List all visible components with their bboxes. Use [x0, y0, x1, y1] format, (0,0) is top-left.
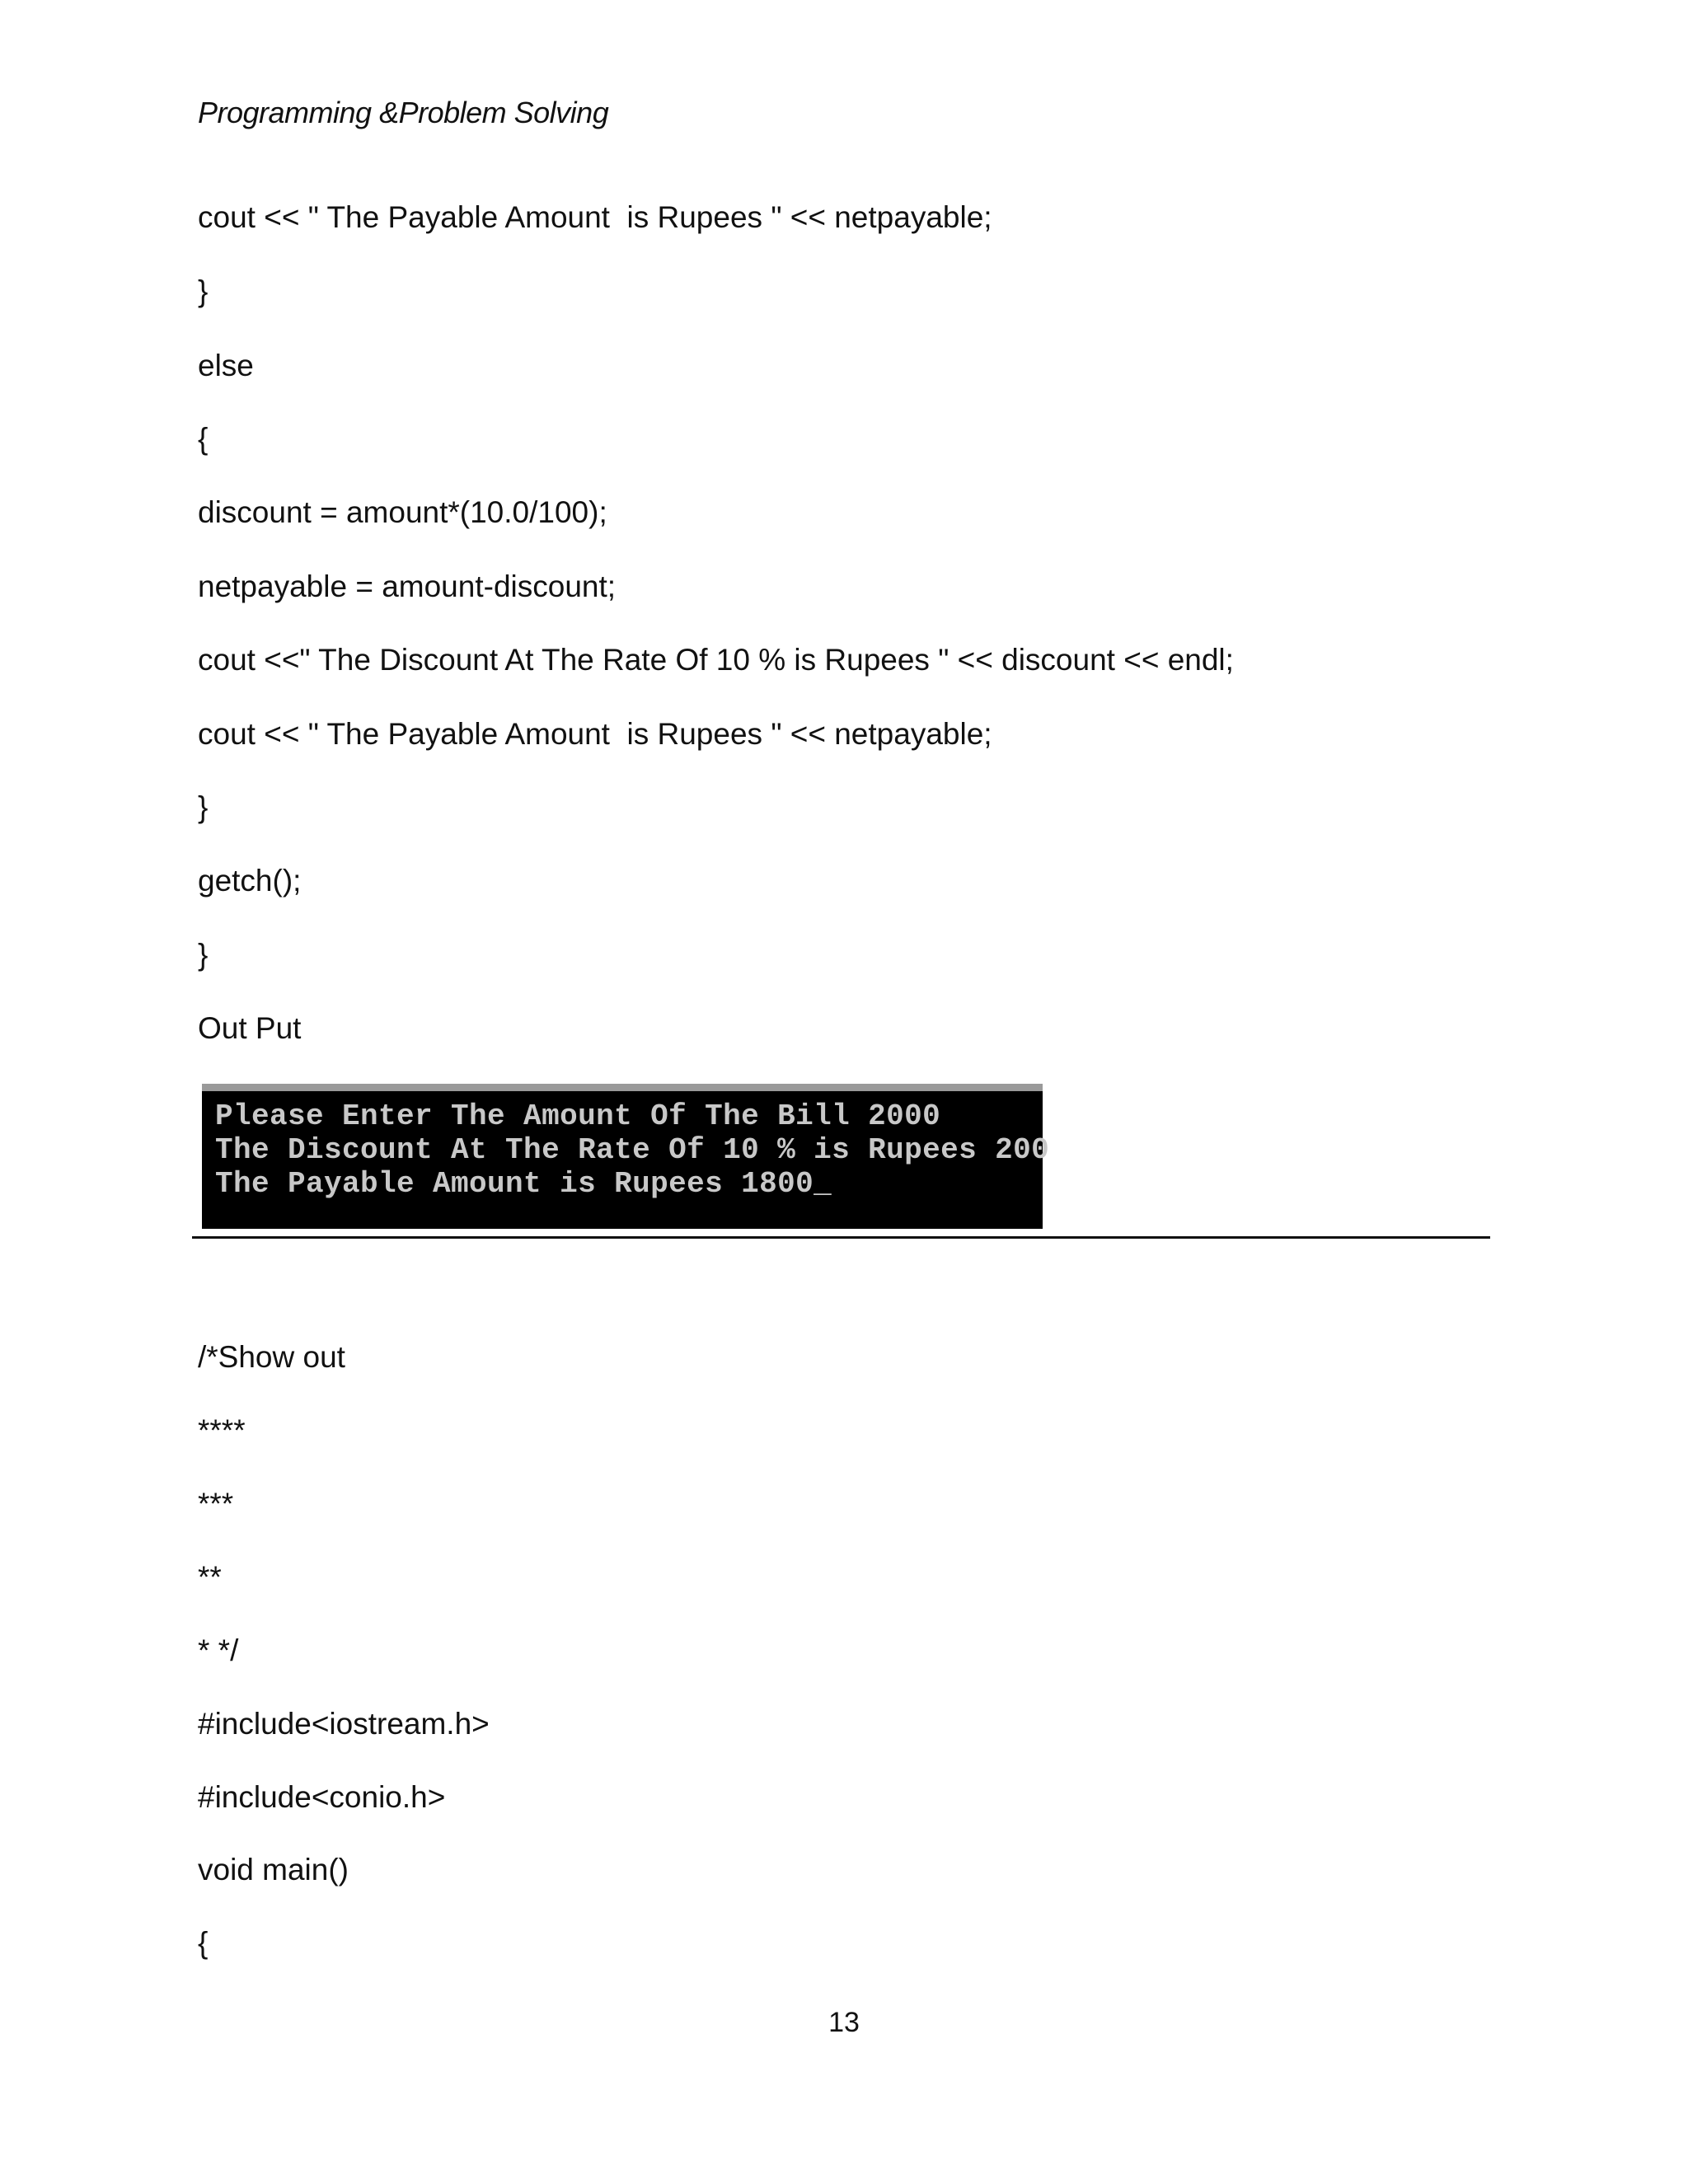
code-line: { [198, 1926, 209, 1960]
code-line: cout << " The Payable Amount is Rupees " << netpayable; [198, 200, 992, 234]
code-line: else [198, 349, 254, 382]
code-line: { [198, 422, 209, 456]
code-line: netpayable = amount-discount; [198, 569, 617, 603]
code-line: **** [198, 1413, 246, 1447]
code-line: cout <<" The Discount At The Rate Of 10 % is Rupees " << discount << endl; [198, 643, 1234, 677]
console-output-screenshot [202, 1084, 1050, 1229]
code-line: ** [198, 1560, 222, 1594]
code-line: *** [198, 1487, 234, 1521]
code-line: cout << " The Payable Amount is Rupees " << netpayable; [198, 717, 992, 751]
console-line: Please Enter The Amount Of The Bill 2000 [215, 1099, 941, 1133]
horizontal-rule [192, 1236, 1490, 1239]
code-line: } [198, 790, 209, 824]
page-number: 13 [828, 2007, 860, 2038]
code-line: #include<conio.h> [198, 1780, 446, 1814]
code-line: /*Show out [198, 1340, 345, 1374]
code-line: * */ [198, 1633, 239, 1667]
running-header-title: Programming &Problem Solving [198, 96, 609, 129]
code-line: #include<iostream.h> [198, 1707, 490, 1741]
code-line: getch(); [198, 864, 302, 898]
code-line: } [198, 274, 209, 308]
console-line: The Payable Amount is Rupees 1800_ [215, 1167, 832, 1201]
console-line: The Discount At The Rate Of 10 % is Rupees 200 [215, 1133, 1050, 1167]
code-line: } [198, 938, 209, 972]
code-line: discount = amount*(10.0/100); [198, 495, 607, 529]
output-heading: Out Put [198, 1011, 302, 1045]
code-line: void main() [198, 1853, 349, 1886]
